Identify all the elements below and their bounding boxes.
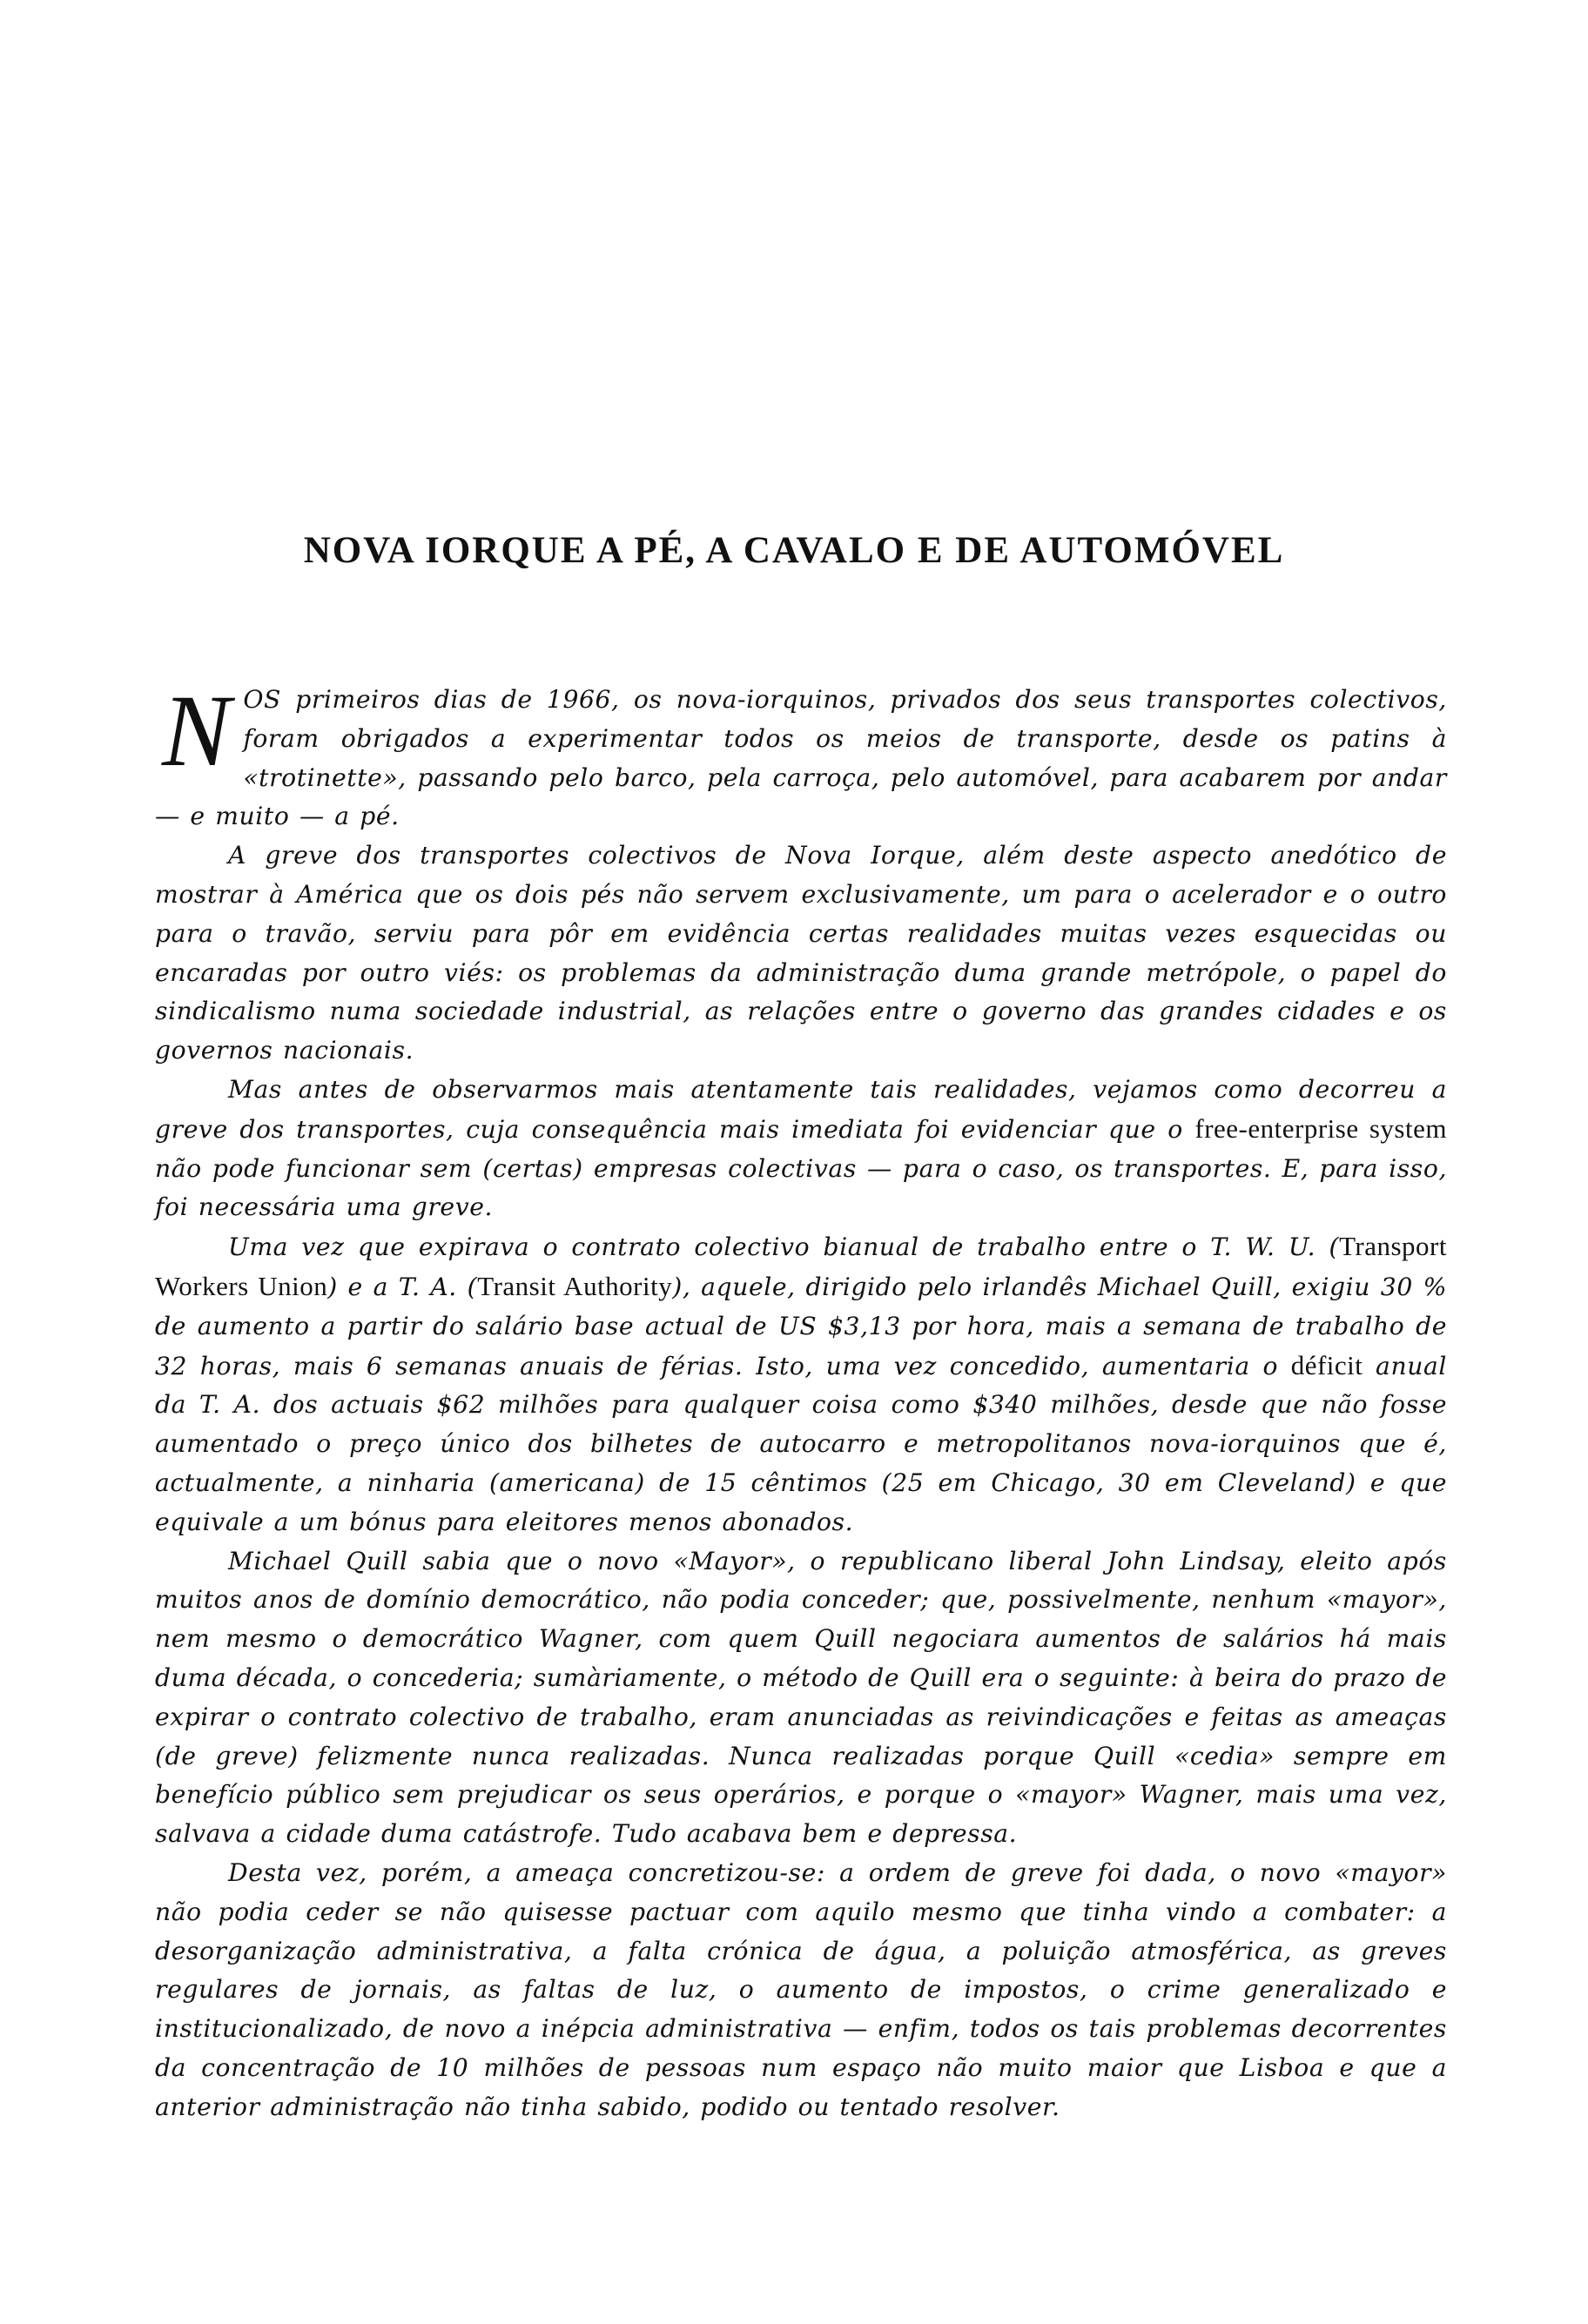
- paragraph-4-text-a: Uma vez que expirava o contrato colectivo bianual de trabalho entre o T. W. U. (: [228, 1233, 1340, 1262]
- paragraph-4-text-c: ), aquele, dirigido pelo irlandês Michael Quill, exigiu 30 % de aumento a partir do salário base actual de US $3,13 por hora, mais a semana de trabalho de 32 horas, mais 6 semanas anuais de férias. Isto, uma vez concedido, aumentaria o: [155, 1272, 1448, 1380]
- paragraph-6: Desta vez, porém, a ameaça concretizou-se: a ordem de greve foi dada, o novo «mayor» não podia ceder se não quisesse pactuar com aquilo mesmo que tinha vindo a combater: a desorganização administrativa, a falta crónica de água, a poluição atmosférica, as greves regulares de jornais, as faltas de luz, o aumento de impostos, o crime generalizado e institucionalizado, de novo a inépcia administrativa — enfim, todos os tais problemas decorrentes da concentração de 10 milhões de pessoas num espaço não muito maior que Lisboa e que a anterior administração não tinha sabido, podido ou tentado resolver.: [155, 1857, 1447, 2121]
- paragraph-2: A greve dos transportes colectivos de Nova Iorque, além deste aspecto anedótico de mostrar à América que os dois pés não servem exclusivamente, um para o acelerador e o outro para o travão, serviu para pôr em evidência certas realidades muitas vezes esquecidas ou encaradas por outro viés: os problemas da administração duma grande metrópole, o papel do sindicalismo numa sociedade industrial, as relações entre o governo das grandes cidades e os governos nacionais.: [155, 841, 1447, 1065]
- paragraph-3: [155, 1071, 1447, 1227]
- article-title: NOVA IORQUE A PÉ, A CAVALO E DE AUTOMÓVEL: [303, 530, 1285, 571]
- drop-cap: N: [162, 674, 232, 788]
- paragraph-4-text-d: anual da T. A. dos actuais $62 milhões para qualquer coisa como $340 milhões, desde que não fosse aumentado o preço único dos bilhetes de autocarro e metropolitanos nova-iorquinos que é, actualmente, a ninharia (americana) de 15 cêntimos (25 em Chicago, 30 em Cleveland) e que equivale a um bónus para eleitores menos abonados.: [155, 1351, 1447, 1536]
- paragraph-4-roman-twu: Transport Workers Union: [155, 1231, 1447, 1301]
- paragraph-5: Michael Quill sabia que o novo «Mayor», o republicano liberal John Lindsay, eleito após muitos anos de domínio democrático, não podia conceder; que, possivelmente, nenhum «mayor», nem mesmo o democrático Wagner, com quem Quill negociara aumentos de salários há mais duma década, o concederia; sumàriamente, o método de Quill era o seguinte: à beira do prazo de expirar o contrato colectivo de trabalho, eram anunciadas as reivindicações e feitas as ameaças (de greve) felizmente nunca realizadas. Nunca realizadas porque Quill «cedia» sempre em benefício público sem prejudicar os seus operários, e porque o «mayor» Wagner, mais uma vez, salvava a cidade duma catástrofe. Tudo acabava bem e depressa.: [155, 1546, 1447, 1849]
- article-body: [155, 674, 1448, 2126]
- paragraph-4: [155, 1227, 1447, 1541]
- paragraph-4-text-b: ) e a T. A. (: [327, 1272, 478, 1301]
- paragraph-4-roman-ta: Transit Authority: [477, 1270, 673, 1301]
- paragraph-3-roman-term: free-enterprise system: [1194, 1112, 1447, 1144]
- paragraph-3-text-a: Mas antes de observarmos mais atentamente tais realidades, vejamos como decorreu a greve dos transportes, cuja consequência mais imediata foi evidenciar que o: [155, 1074, 1447, 1144]
- paragraph-3-text-b: não pode funcionar sem (certas) empresas colectivas — para o caso, os transportes. E, para isso, foi necessária uma greve.: [155, 1153, 1447, 1222]
- paragraph-1: [155, 674, 1447, 836]
- paragraph-4-roman-deficit: déficit: [1290, 1349, 1363, 1380]
- paragraph-1-text: OS primeiros dias de 1966, os nova-iorquinos, privados dos seus transportes colectivos, foram obrigados a experimentar todos os meios de transporte, desde os patins à «trotinette», passando pelo barco, pela carroça, pelo automóvel, para acabarem por andar — e muito — a pé.: [155, 685, 1447, 831]
